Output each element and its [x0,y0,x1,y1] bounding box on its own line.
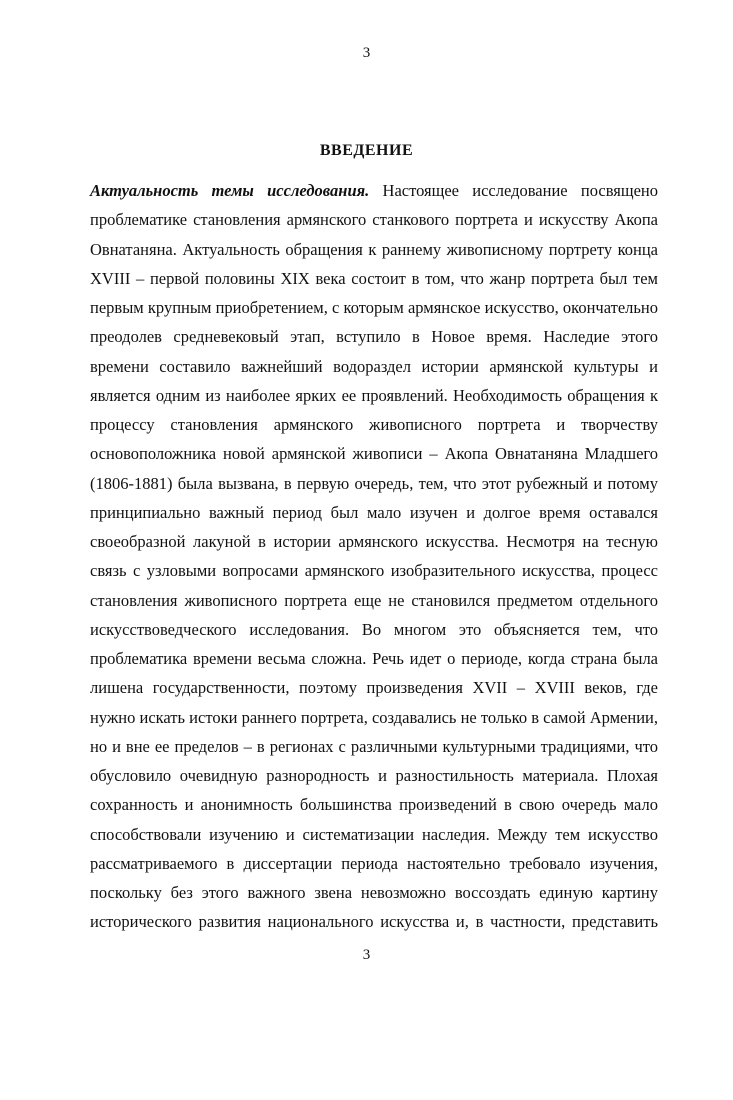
text-line: связь с узловыми вопросами армянского изобразительного искусства, процесс [90,561,658,581]
lead-phrase: Актуальность темы исследования. [90,181,370,200]
text-line: своеобразной лакуной в истории армянского искусства. Несмотря на тесную [90,532,658,551]
text-line: основоположника новой армянской живописи – Акопа Овнатаняна Младшего [90,444,658,464]
text-line: способствовали изучению и систематизации наследия. Между тем искусство [90,824,658,844]
text-line: искусствоведческого исследования. Во многом это объясняется тем, что [90,619,658,639]
text-line: проблематика времени весьма сложна. Речь идет о периоде, когда страна была [90,649,658,668]
text-line: лишена государственности, поэтому произведения XVII – XVIII веков, где [90,678,658,698]
text-line: обусловило очевидную разнородность и разностильность материала. Плохая [90,766,658,785]
text-line: является одним из наиболее ярких ее проявлений. Необходимость обращения к [90,385,658,405]
text-line: принципиально важный период был мало изучен и долгое время оставался [90,502,658,522]
text-line [90,176,658,205]
text-line: процессу становления армянского живописного портрета и творчеству [90,415,658,434]
page-number-bottom: 3 [362,947,371,963]
text-line: первым крупным приобретением, с которым армянское искусство, окончательно [90,298,658,317]
text-line: рассматриваемого в диссертации периода настоятельно требовало изучения, [90,853,658,873]
text-line: становления живописного портрета еще не становился предметом отдельного [90,590,658,610]
text-line: проблематике становления армянского станкового портрета и искусству Акопа [90,210,658,230]
text-line: поскольку без этого важного звена невозможно воссоздать единую картину [90,883,658,902]
text-line: XVIII – первой половины XIX века состоит в том, что жанр портрета был тем [90,268,658,288]
text-line: сохранность и анонимность большинства произведений в свою очередь мало [90,795,658,815]
text-line: преодолев средневековый этап, вступило в Новое время. Наследие этого [90,327,658,347]
page-number-top: 3 [362,45,371,61]
body-text [90,176,658,937]
text-line: Овнатаняна. Актуальность обращения к раннему живописному портрету конца [90,239,658,259]
text-line: но и вне ее пределов – в регионах с различными культурными традициями, что [90,736,658,756]
text-line: времени составило важнейший водораздел истории армянской культуры и [90,356,658,376]
text-line: исторического развития национального искусства и, в частности, представить [90,912,658,932]
text-line-content: Настоящее исследование посвящено [369,181,658,200]
text-line: нужно искать истоки раннего портрета, создавались не только в самой Армении, [90,707,658,727]
section-heading: ВВЕДЕНИЕ [319,142,414,159]
text-line: (1806-1881) была вызвана, в первую очередь, тем, что этот рубежный и потому [90,473,658,493]
